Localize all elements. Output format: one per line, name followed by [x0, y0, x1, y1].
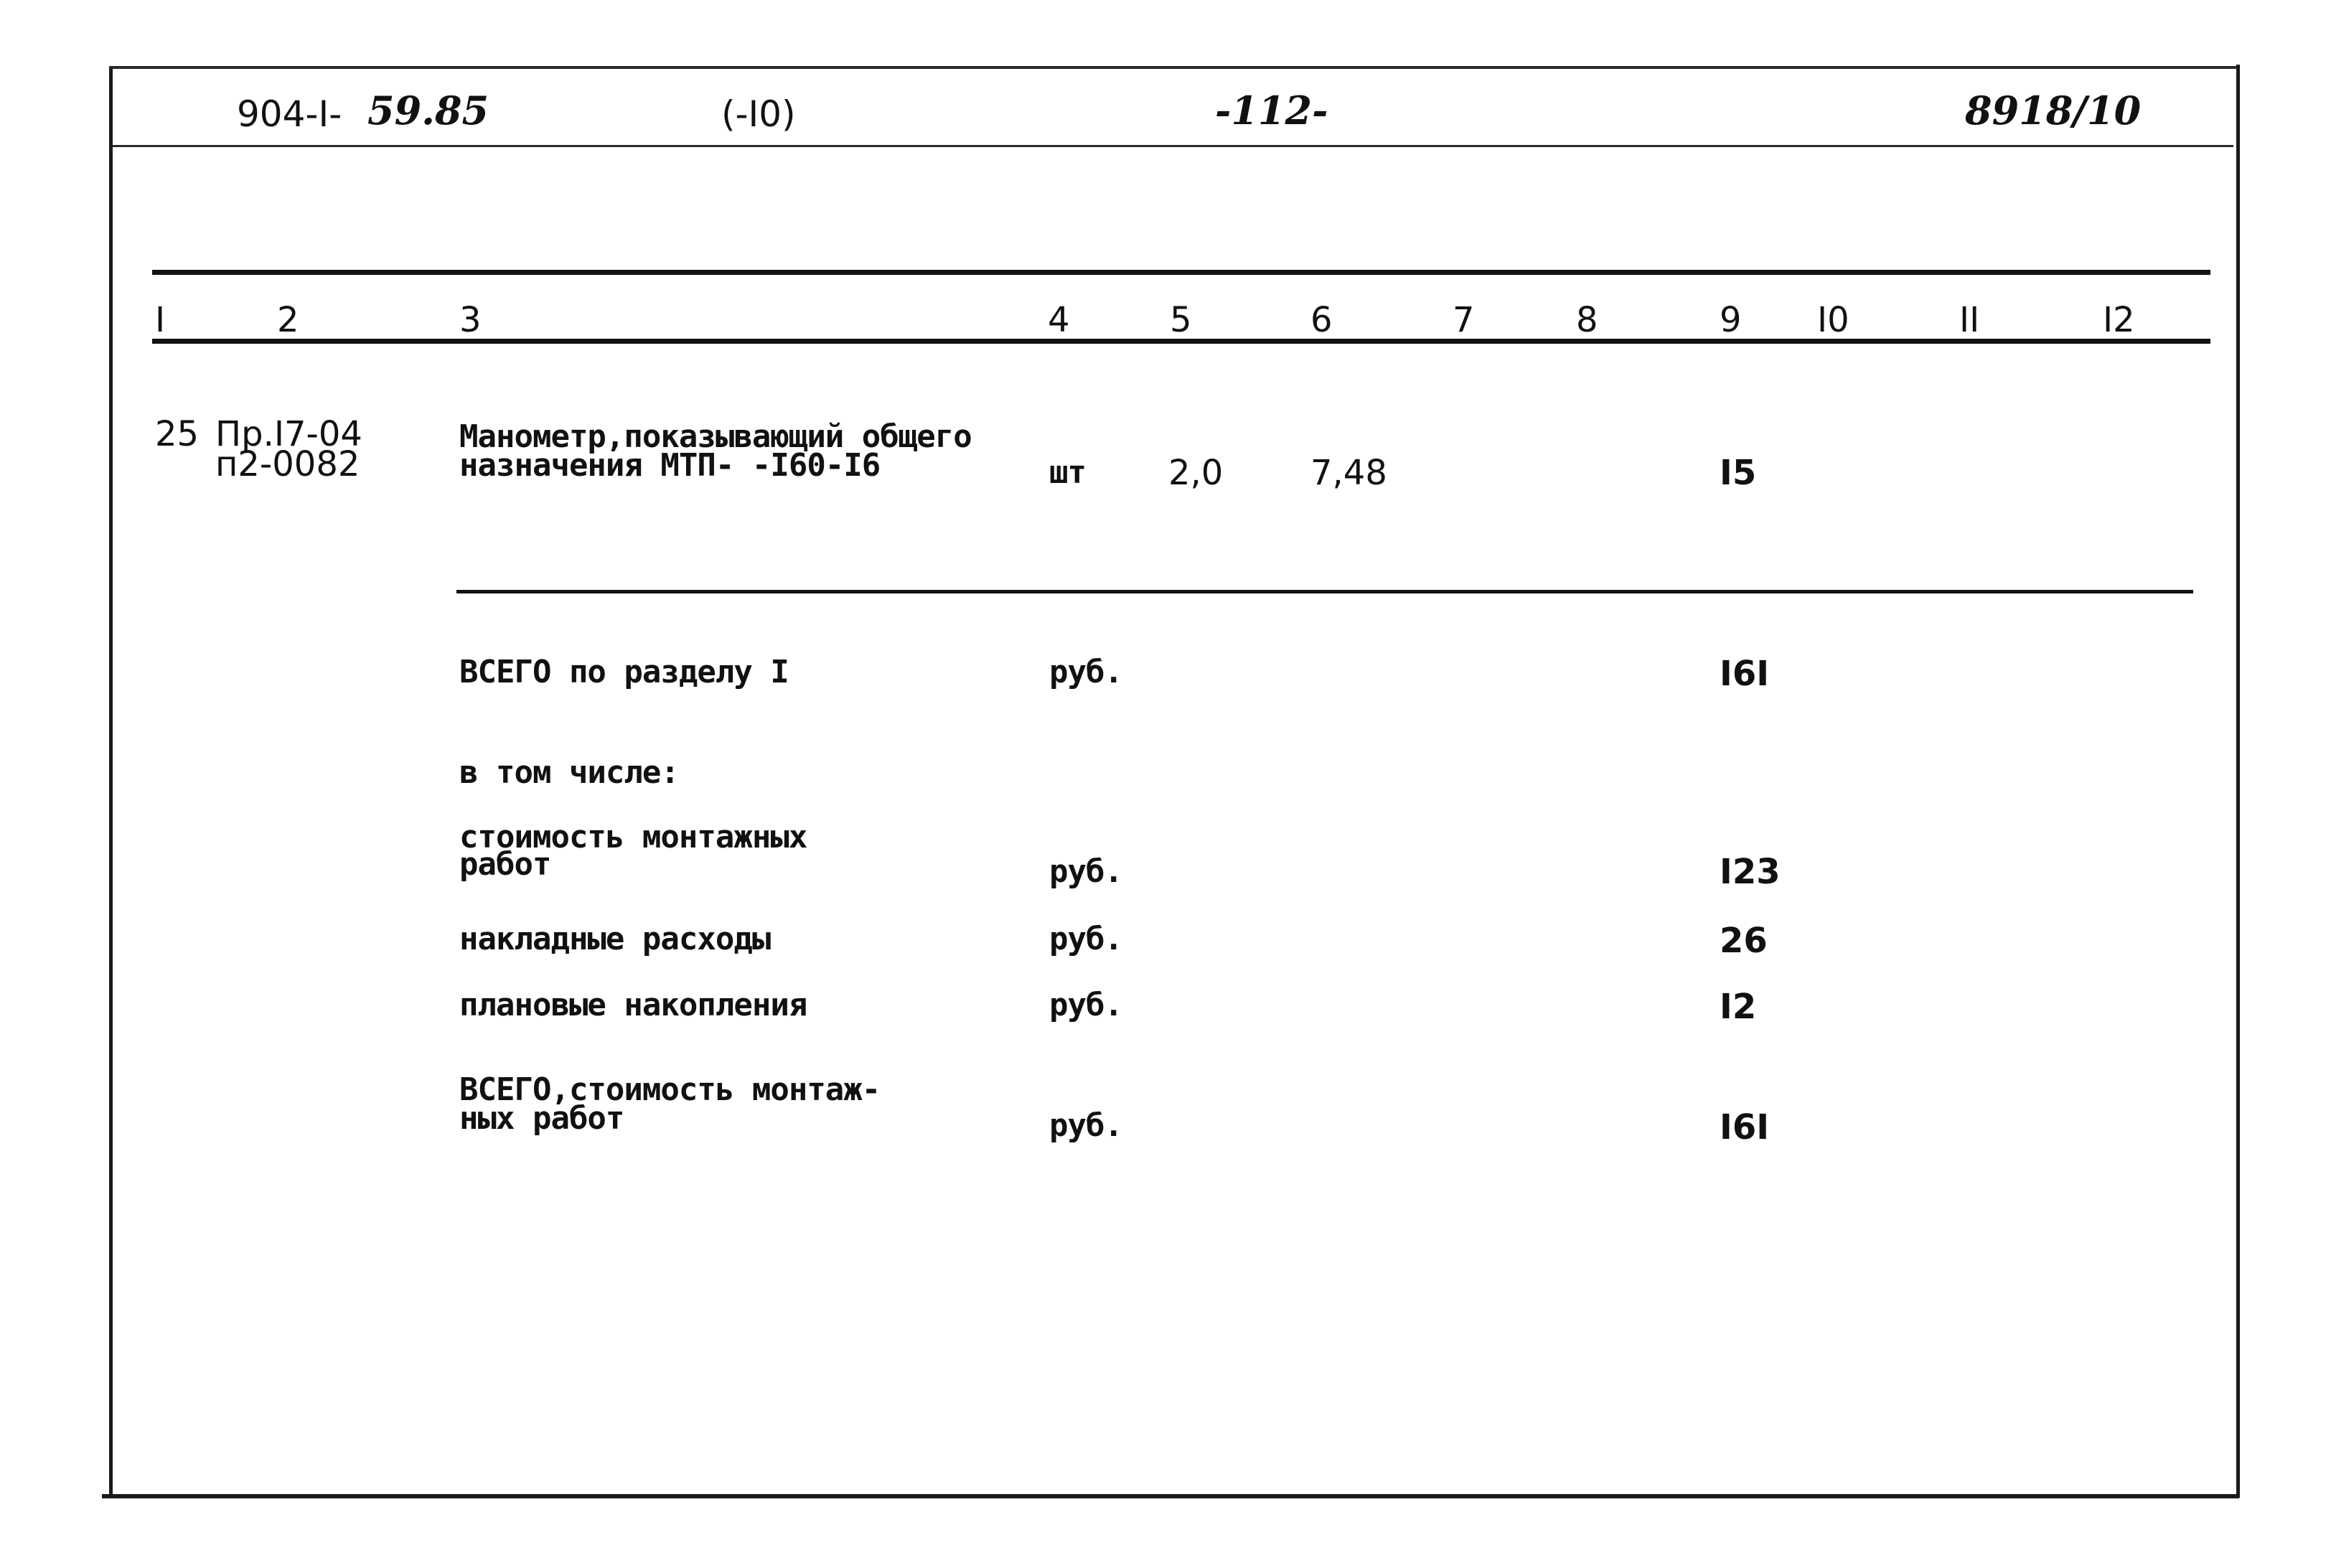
column-number: 3 — [459, 300, 482, 340]
section-total-value: I6I — [1720, 654, 1770, 694]
breakdown-value: I2 — [1720, 987, 1757, 1027]
page-frame-bottom — [102, 1494, 2239, 1498]
column-number: II — [1959, 300, 1980, 340]
page-number: -112- — [1215, 88, 1328, 133]
page-frame-right — [2236, 65, 2240, 1498]
section-total-label: ВСЕГО по разделу I — [459, 654, 789, 690]
breakdown-label: стоимость монтажных — [459, 819, 807, 855]
column-number: I0 — [1817, 300, 1849, 340]
table-top-rule — [152, 270, 2210, 275]
breakdown-unit: руб. — [1049, 853, 1122, 890]
breakdown-value: 26 — [1720, 921, 1768, 961]
item-price: 7,48 — [1310, 453, 1387, 493]
breakdown-unit: руб. — [1049, 987, 1122, 1023]
page-frame-top — [109, 66, 2239, 69]
breakdown-unit: руб. — [1049, 921, 1122, 957]
item-quantity: 2,0 — [1168, 453, 1224, 493]
breakdown-value: I23 — [1720, 852, 1781, 892]
header-separator — [113, 145, 2233, 147]
column-number: I — [155, 300, 166, 340]
section-total-rule — [456, 590, 2193, 593]
breakdown-label-continued: ных работ — [459, 1100, 624, 1137]
column-number: 9 — [1720, 300, 1742, 340]
page-frame-left — [109, 68, 113, 1498]
doc-part: (-I0) — [721, 93, 796, 135]
column-number: I2 — [2103, 300, 2135, 340]
including-label: в том числе: — [459, 754, 679, 791]
item-name-continued: назначения МТП- -I60-I6 — [459, 447, 881, 484]
item-reference: Пр.I7-04 — [215, 414, 362, 454]
section-total-unit: руб. — [1049, 654, 1122, 690]
breakdown-label-continued: работ — [459, 846, 551, 883]
breakdown-label: ВСЕГО,стоимость монтаж- — [459, 1071, 881, 1108]
breakdown-label: накладные расходы — [459, 921, 771, 957]
item-unit: шт — [1049, 454, 1086, 491]
column-number: 4 — [1048, 300, 1070, 340]
column-number: 8 — [1576, 300, 1598, 340]
column-number: 2 — [277, 300, 299, 340]
item-name: Манометр,показывающий общего — [459, 418, 972, 455]
breakdown-label: плановые накопления — [459, 987, 807, 1023]
sheet-code: 8918/10 — [1965, 88, 2142, 133]
item-reference-code: п2-0082 — [215, 444, 360, 484]
column-number: 7 — [1453, 300, 1475, 340]
item-total: I5 — [1720, 453, 1757, 493]
doc-code-prefix: 904-I- — [237, 93, 342, 135]
column-number: 5 — [1170, 300, 1192, 340]
breakdown-value: I6I — [1720, 1107, 1770, 1147]
item-number: 25 — [155, 414, 200, 454]
column-number: 6 — [1310, 300, 1333, 340]
breakdown-unit: руб. — [1049, 1107, 1122, 1144]
doc-code-handwritten: 59.85 — [367, 88, 489, 133]
